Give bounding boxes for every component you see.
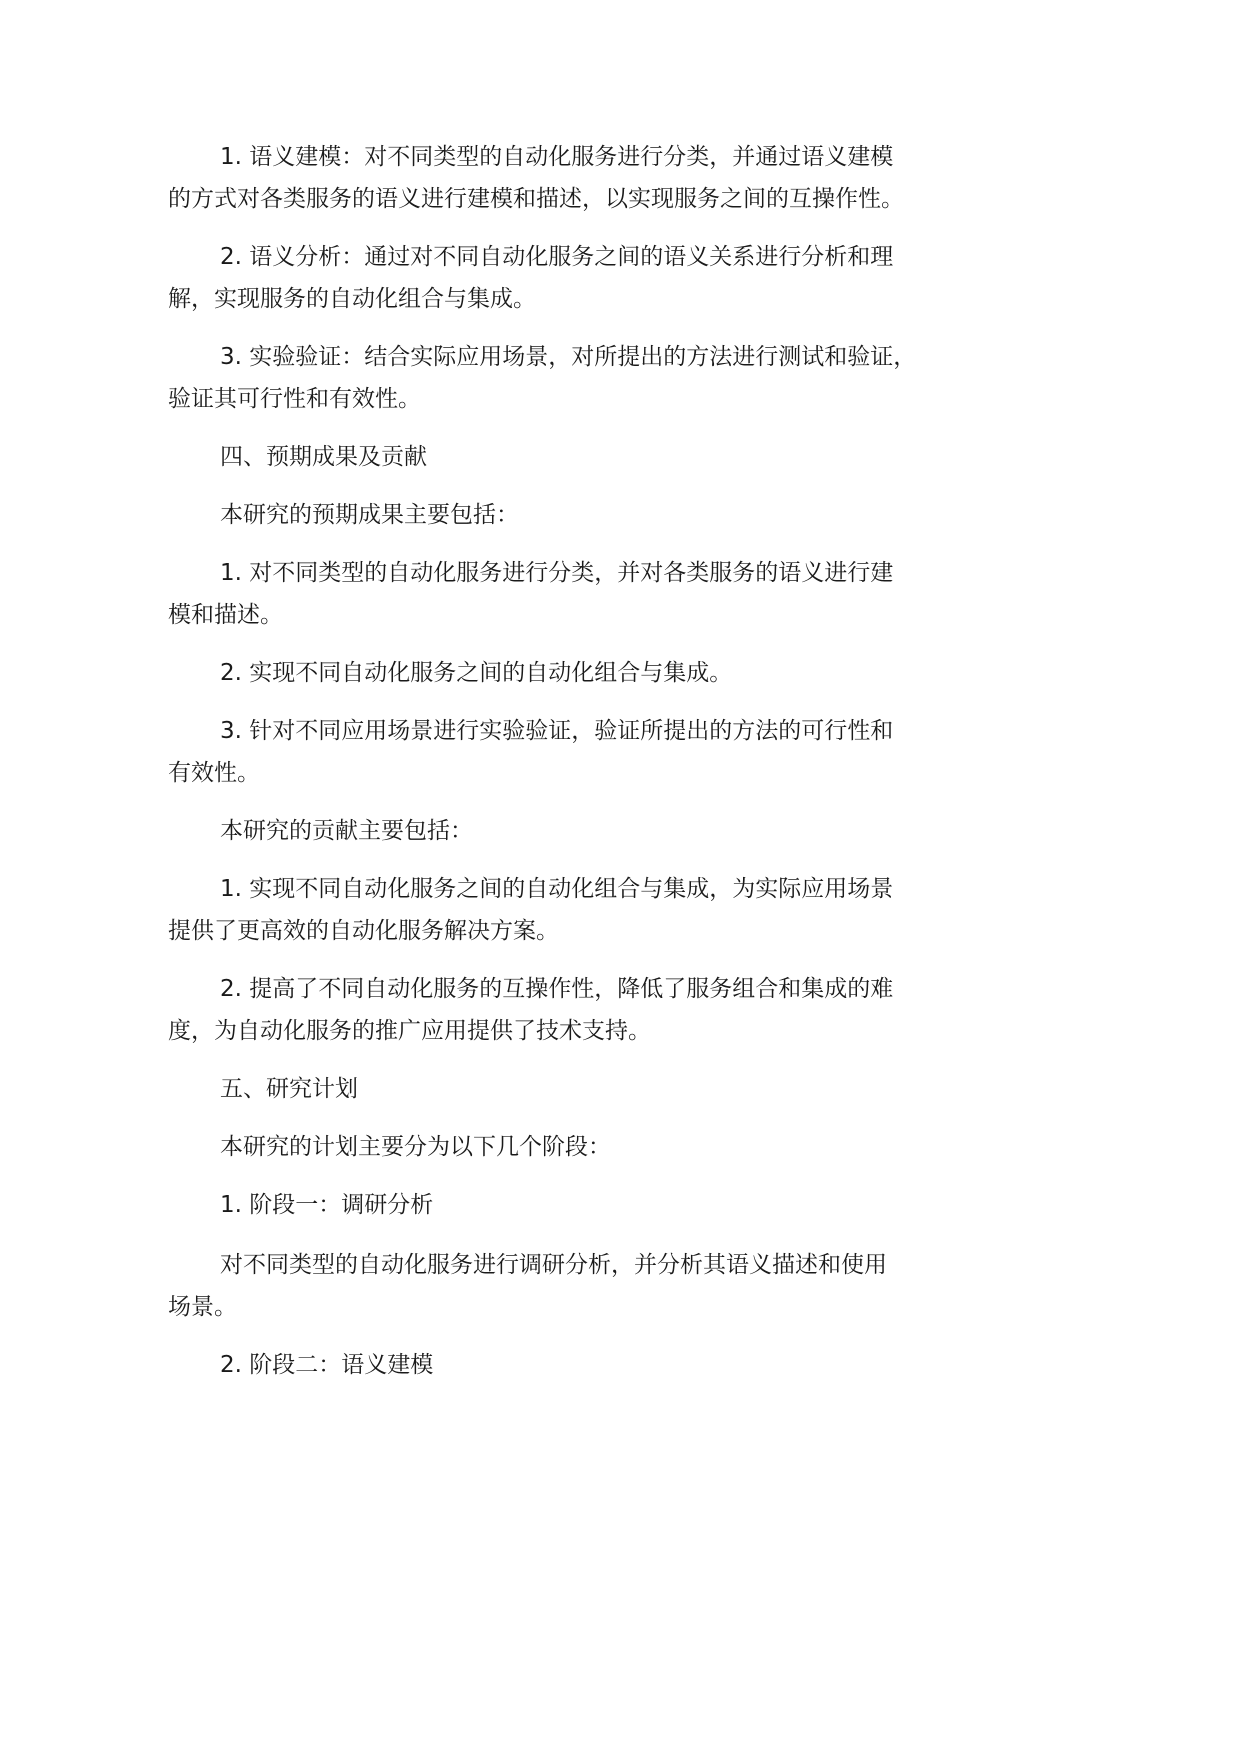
- paragraph-expected-results-intro: 本研究的预期成果主要包括：: [220, 502, 519, 528]
- section-heading-research-plan: 五、研究计划: [220, 1076, 358, 1102]
- plan-stage-1-title: 1. 阶段一：调研分析: [220, 1192, 434, 1218]
- contribution-item-1-cont: 提供了更高效的自动化服务解决方案。: [168, 918, 559, 944]
- plan-stage-2-title: 2. 阶段二：语义建模: [220, 1352, 434, 1378]
- result-item-3: 3. 针对不同应用场景进行实验验证，验证所提出的方法的可行性和: [220, 718, 894, 744]
- item-experimental-validation: 3. 实验验证：结合实际应用场景，对所提出的方法进行测试和验证，: [220, 344, 917, 370]
- contribution-item-2-cont: 度，为自动化服务的推广应用提供了技术支持。: [168, 1018, 651, 1044]
- result-item-3-cont: 有效性。: [168, 760, 260, 786]
- paragraph-contributions-intro: 本研究的贡献主要包括：: [220, 818, 473, 844]
- result-item-2: 2. 实现不同自动化服务之间的自动化组合与集成。: [220, 660, 733, 686]
- item-semantic-analysis-cont: 解，实现服务的自动化组合与集成。: [168, 286, 536, 312]
- item-experimental-validation-cont: 验证其可行性和有效性。: [168, 386, 421, 412]
- item-semantic-analysis: 2. 语义分析：通过对不同自动化服务之间的语义关系进行分析和理: [220, 244, 894, 270]
- result-item-1: 1. 对不同类型的自动化服务进行分类，并对各类服务的语义进行建: [220, 560, 894, 586]
- result-item-1-cont: 模和描述。: [168, 602, 283, 628]
- contribution-item-1: 1. 实现不同自动化服务之间的自动化组合与集成，为实际应用场景: [220, 876, 894, 902]
- item-semantic-modeling: 1. 语义建模：对不同类型的自动化服务进行分类，并通过语义建模: [220, 144, 894, 170]
- plan-stage-1-description: 对不同类型的自动化服务进行调研分析，并分析其语义描述和使用: [220, 1252, 887, 1278]
- plan-stage-1-description-cont: 场景。: [168, 1294, 237, 1320]
- contribution-item-2: 2. 提高了不同自动化服务的互操作性，降低了服务组合和集成的难: [220, 976, 894, 1002]
- item-semantic-modeling-cont: 的方式对各类服务的语义进行建模和描述，以实现服务之间的互操作性。: [168, 186, 904, 212]
- section-heading-expected-results: 四、预期成果及贡献: [220, 444, 427, 470]
- paragraph-plan-intro: 本研究的计划主要分为以下几个阶段：: [220, 1134, 611, 1160]
